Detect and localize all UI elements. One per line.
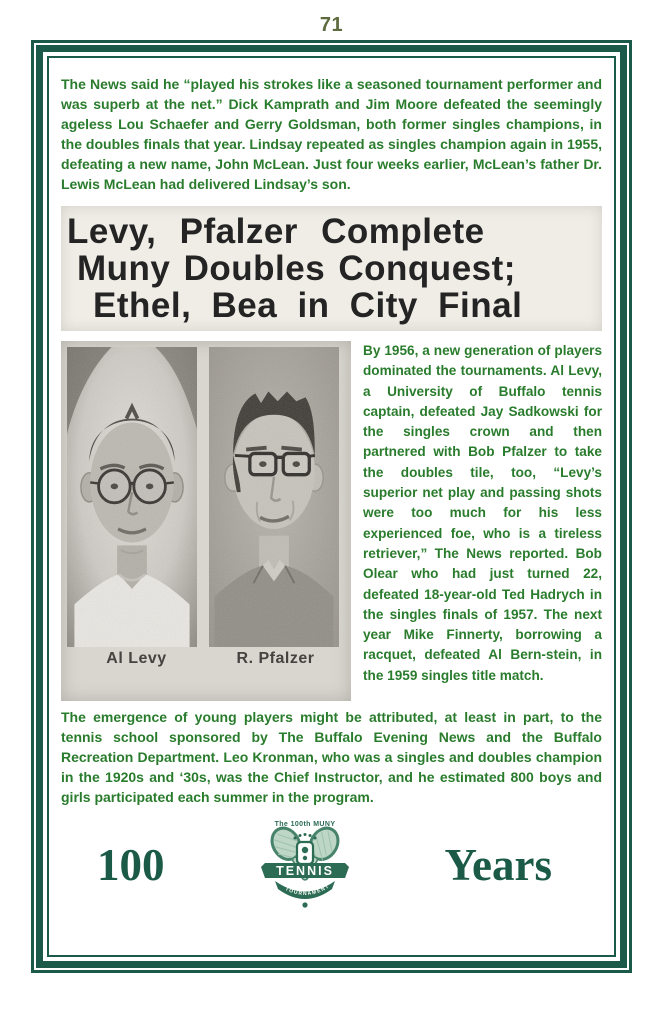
two-column-section	[61, 341, 602, 701]
headline-line: Ethel, Bea in City Final	[93, 286, 523, 325]
page-content	[49, 58, 614, 955]
paragraph-tennis-school: The emergence of young players might be attributed, at least in part, to the tennis school sponsored by The Buffalo Evening News and the Buffalo Recreation Department. Leo Kronman, who was a singles and doubles champion in the 1920s and ‘30s, was the Chief Instructor, and he estimated 800 boys and girls participated each summer in the program.	[61, 709, 602, 805]
newspaper-photo-clipping	[61, 341, 351, 701]
portrait-photo-r-pfalzer	[209, 347, 339, 647]
logo-banner-text: TENNIS	[275, 864, 334, 878]
decorative-border-frame	[31, 40, 632, 973]
paragraph-intro: The News said he “played his strokes like a seasoned tournament performer and was superb at the net.” Dick Kamprath and Jim Moore defeated the seemingly ageless Lou Schaefer and Gerry Goldsman, both former singles champions, in the doubles finals that year. Lindsay repeated as singles champion again in 1955, defeating a new name, John McLean. Just four weeks earlier, McLean’s father Dr. Lewis McLean had delivered Lindsay’s son.	[61, 76, 602, 192]
muny-tennis-logo	[259, 817, 351, 913]
portrait-photo-al-levy	[67, 347, 197, 647]
headline-line: Levy, Pfalzer Complete	[67, 212, 485, 251]
logo-arc-text: TOURNAMENT	[283, 883, 331, 898]
footer-100: 100	[97, 840, 165, 890]
logo-top-text: The 100th MUNY	[274, 821, 335, 828]
photo-caption-right: R. Pfalzer	[236, 650, 315, 667]
newspaper-headline-clipping	[61, 206, 602, 331]
photo-caption-left: Al Levy	[106, 650, 167, 667]
paragraph-1956-generation: By 1956, a new generation of players dominated the tournaments. Al Levy, a University of Buffalo tennis captain, defeated Jay Sadkowski for the singles crown and then partnered with Bob Pfalzer to take the doubles tile, too, “Levy’s superior net play and passing shots were too much for his less experienced foe, who is a tireless retriever,” The News reported. Bob Olear who had just turned 22, defeated 18-year-old Ted Hadrych in the singles finals of 1957. The next year Mike Finnerty, borrowing a racquet, defeated Al Bern-stein, in the 1959 singles title match.	[363, 343, 602, 683]
footer-band	[61, 811, 602, 913]
page-number: 71	[319, 14, 344, 36]
headline-line: Muny Doubles Conquest;	[77, 249, 516, 288]
footer-years: Years	[444, 840, 552, 890]
